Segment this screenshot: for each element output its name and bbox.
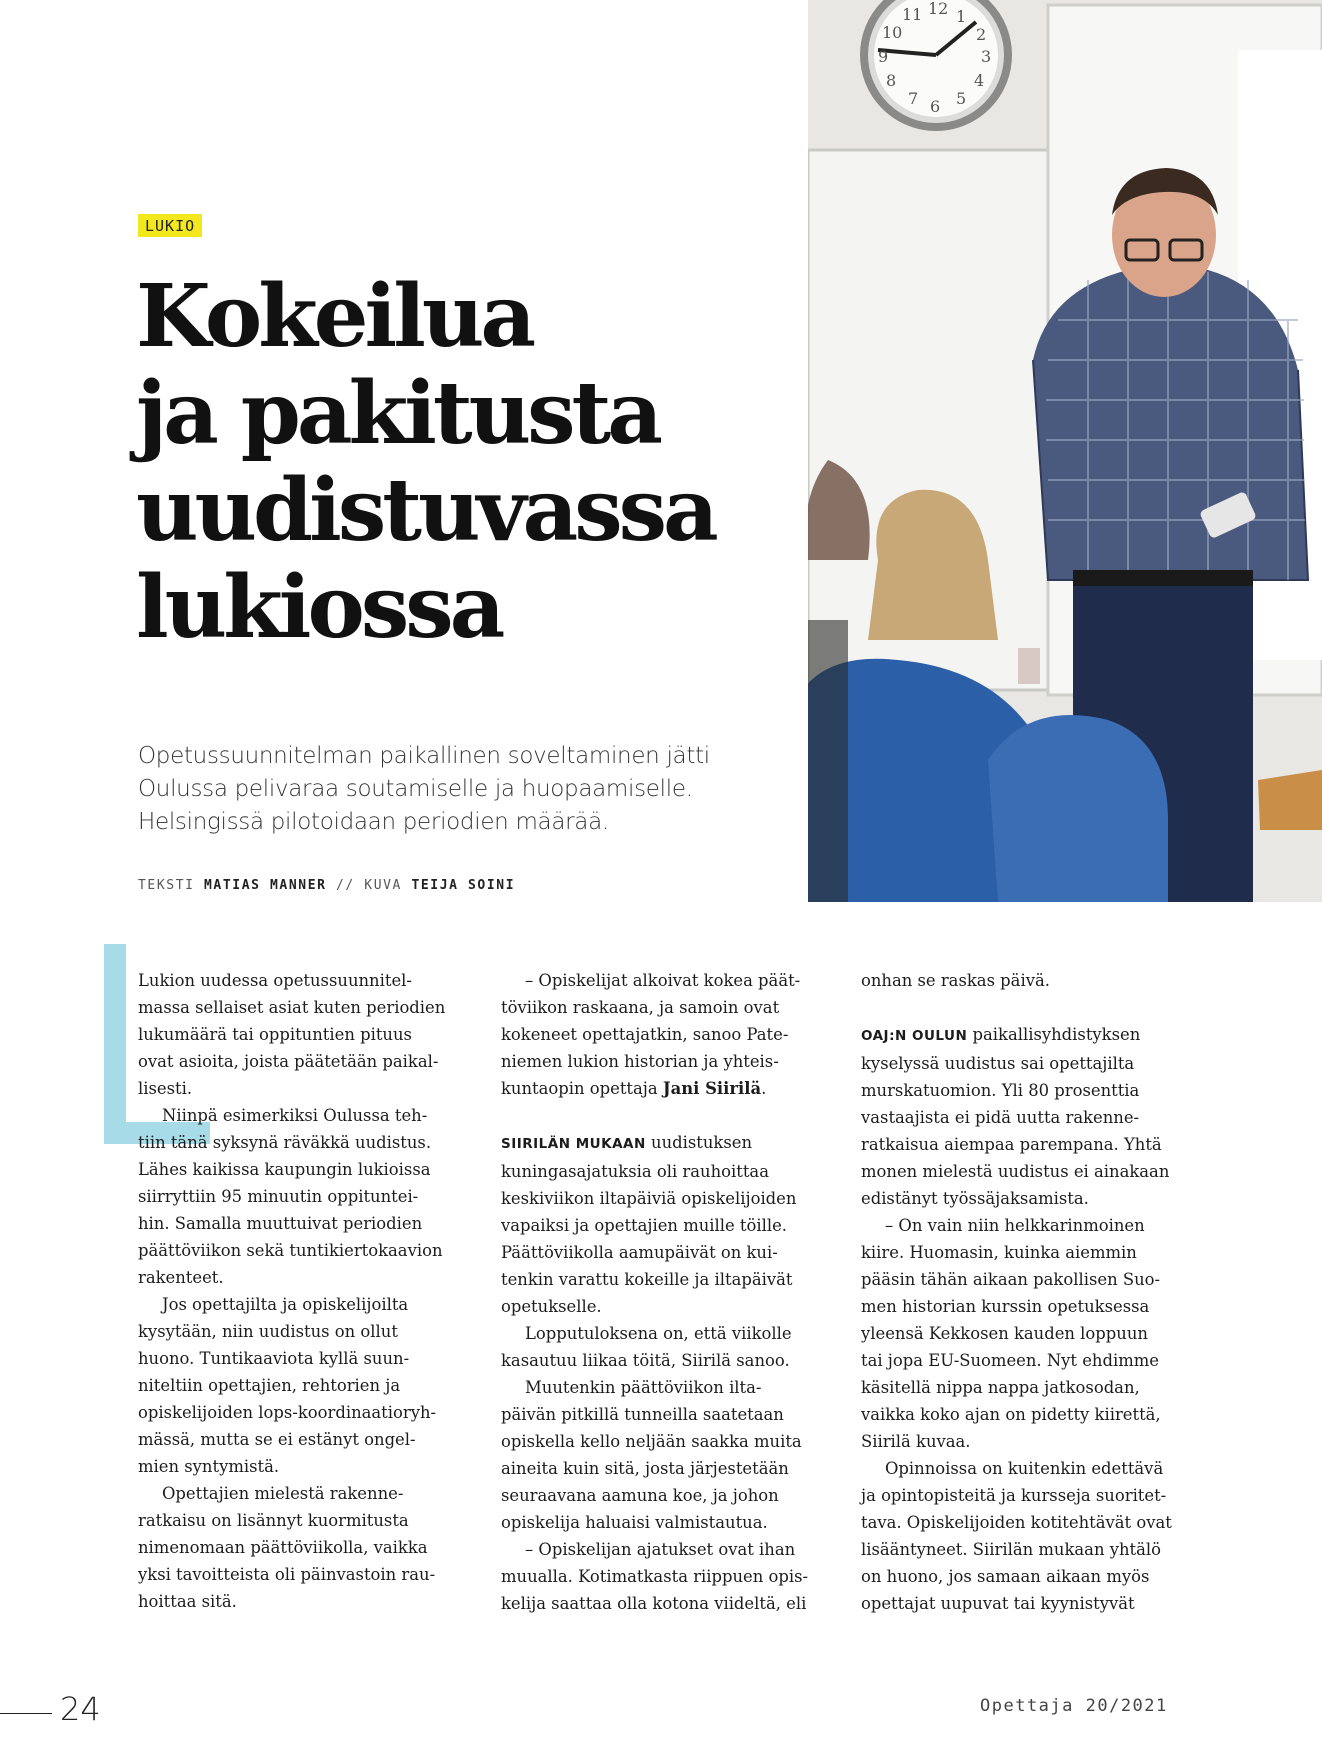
body-line: vastaajista ei pidä uutta rakenne- [861, 1108, 1140, 1127]
body-line [861, 1021, 1193, 1050]
credit-photo-author: TEIJA SOINI [411, 878, 516, 893]
body-line: Opinnoissa on kuitenkin edettävä [885, 1459, 1164, 1478]
article-title [136, 268, 796, 656]
body-line: ratkaisua aiempaa parempana. Yhtä [861, 1135, 1162, 1154]
body-line: lisääntyneet. Siirilän mukaan yhtälö [861, 1540, 1162, 1559]
title-line: ja pakitusta [136, 363, 660, 464]
body-line: kokeneet opettajatkin, sanoo Pate- [501, 1025, 789, 1044]
section-tag: LUKIO [138, 214, 202, 237]
body-line: mässä, mutta se ei estänyt ongel- [138, 1430, 416, 1449]
body-line: – Opiskelijat alkoivat kokea päät- [525, 971, 801, 990]
body-column-1 [138, 967, 470, 1615]
title-line: uudistuvassa [136, 460, 715, 561]
body-line: hin. Samalla muuttuivat periodien [138, 1214, 423, 1233]
clock-number: 5 [956, 89, 967, 108]
classroom-photo-icon [808, 0, 1322, 902]
body-line: kasautuu liikaa töitä, Siirilä sanoo. [501, 1351, 790, 1370]
body-line: Niinpä esimerkiksi Oulussa teh- [162, 1106, 428, 1125]
body-line: keskiviikon iltapäiviä opiskelijoiden [501, 1189, 797, 1208]
credits [138, 878, 515, 893]
lead-line: Oulussa pelivaraa soutamiselle ja huopaamiselle. [138, 776, 693, 802]
body-line: niteltiin opettajien, rehtorien ja [138, 1376, 401, 1395]
credit-text-author: MATIAS MANNER [204, 878, 327, 893]
body-line: on huono, jos samaan aikaan myös [861, 1567, 1150, 1586]
body-line: hoittaa sitä. [138, 1592, 237, 1611]
body-line: kiire. Huomasin, kuinka aiemmin [861, 1243, 1137, 1262]
body-line: edistänyt työssäjaksamista. [861, 1189, 1089, 1208]
body-line: lisesti. [138, 1079, 193, 1098]
body-text: . [761, 1079, 767, 1098]
body-line: rakenteet. [138, 1268, 224, 1287]
paragraph-gap [501, 1102, 833, 1129]
clock-number: 6 [930, 97, 941, 116]
body-line: kuningasajatuksia oli rauhoittaa [501, 1162, 769, 1181]
body-line: opiskelijoiden lops-koordinaatioryh- [138, 1403, 437, 1422]
body-line: – On vain niin helkkarinmoinen [885, 1216, 1145, 1235]
title-line: lukiossa [136, 557, 502, 658]
body-line: tenkin varattu kokeille ja iltapäivät [501, 1270, 793, 1289]
body-line: kelija saattaa olla kotona viideltä, eli [501, 1594, 807, 1613]
lead-line: Helsingissä pilotoidaan periodien määrää. [138, 809, 609, 835]
body-line: tiin tänä syksynä räväkkä uudistus. [138, 1133, 432, 1152]
body-line: ja opintopisteitä ja kursseja suoritet- [861, 1486, 1167, 1505]
body-line: mien syntymistä. [138, 1457, 280, 1476]
body-line: seuraavana aamuna koe, ja johon [501, 1486, 779, 1505]
clock-number: 10 [882, 23, 903, 42]
body-line: men historian kurssin opetuksessa [861, 1297, 1150, 1316]
body-line: muualla. Kotimatkasta riippuen opis- [501, 1567, 809, 1586]
body-line: tai jopa EU-Suomeen. Nyt ehdimme [861, 1351, 1160, 1370]
credit-photo-label: KUVA [364, 878, 402, 893]
body-line: tava. Opiskelijoiden kotitehtävät ovat [861, 1513, 1172, 1532]
body-column-2 [501, 967, 833, 1617]
clock-number: 12 [928, 0, 949, 18]
lead-line: Opetussuunnitelman paikallinen soveltaminen jätti [138, 743, 710, 769]
clock-number: 2 [976, 25, 987, 44]
body-line: Päättöviikolla aamupäivät on kui- [501, 1243, 778, 1262]
body-line: käsitellä nippa nappa jatkosodan, [861, 1378, 1140, 1397]
page-number: 24 [60, 1690, 101, 1728]
body-text: paikallisyhdistyksen [967, 1025, 1141, 1044]
body-line: vapaiksi ja opettajien muille töille. [501, 1216, 788, 1235]
wall-clock-icon [864, 0, 1008, 127]
body-line: – Opiskelijan ajatukset ovat ihan [525, 1540, 796, 1559]
body-line: Lähes kaikissa kaupungin lukioissa [138, 1160, 431, 1179]
body-line: töviikon raskaana, ja samoin ovat [501, 998, 780, 1017]
body-column-3 [861, 967, 1193, 1617]
clock-number: 11 [902, 5, 923, 24]
page-number-rule [0, 1713, 52, 1714]
clock-number: 7 [908, 89, 919, 108]
person-name: Jani Siirilä [662, 1079, 762, 1098]
body-line: päivän pitkillä tunneilla saatetaan [501, 1405, 784, 1424]
body-line: kyselyssä uudistus sai opettajilta [861, 1054, 1135, 1073]
body-line [501, 1075, 833, 1102]
body-line: huono. Tuntikaaviota kyllä suun- [138, 1349, 410, 1368]
body-line: Jos opettajilta ja opiskelijoilta [162, 1295, 409, 1314]
body-line: siirryttiin 95 minuutin oppituntei- [138, 1187, 419, 1206]
body-line: yleensä Kekkosen kauden loppuun [861, 1324, 1148, 1343]
body-line: onhan se raskas päivä. [861, 971, 1050, 990]
lead-in-caps: OAJ:N OULUN [861, 1028, 968, 1044]
body-line [501, 1129, 833, 1158]
body-line: ovat asioita, joista päätetään paikal- [138, 1052, 439, 1071]
body-line: nimenomaan päättöviikolla, vaikka [138, 1538, 428, 1557]
body-line: niemen lukion historian ja yhteis- [501, 1052, 779, 1071]
body-line: kysytään, niin uudistus on ollut [138, 1322, 398, 1341]
clock-number: 8 [886, 71, 897, 90]
body-line: opettajat uupuvat tai kyynistyvät [861, 1594, 1135, 1613]
body-text: kuntaopin opettaja [501, 1079, 663, 1098]
clock-number: 1 [956, 7, 967, 26]
lead-in-caps: SIIRILÄN MUKAAN [501, 1136, 646, 1152]
paragraph-gap [861, 994, 1193, 1021]
drop-cap-stem [104, 944, 126, 1144]
body-line: ratkaisu on lisännyt kuormitusta [138, 1511, 409, 1530]
body-line: aineita kuin sitä, josta järjestetään [501, 1459, 789, 1478]
clock-number: 9 [878, 47, 889, 66]
body-line: lukumäärä tai oppituntien pituus [138, 1025, 412, 1044]
body-line: opiskelija haluaisi valmistautua. [501, 1513, 768, 1532]
article-photo [808, 0, 1322, 902]
body-line: pääsin tähän aikaan pakollisen Suo- [861, 1270, 1161, 1289]
credit-text-label: TEKSTI [138, 878, 195, 893]
body-line: murskatuomion. Yli 80 prosenttia [861, 1081, 1140, 1100]
body-line: opiskella kello neljään saakka muita [501, 1432, 802, 1451]
body-line: Siirilä kuvaa. [861, 1432, 971, 1451]
body-line: yksi tavoitteista oli päinvastoin rau- [138, 1565, 436, 1584]
body-line: päättöviikon sekä tuntikiertokaavion [138, 1241, 443, 1260]
publication-issue: Opettaja 20/2021 [980, 1696, 1168, 1716]
credit-separator: // [335, 878, 355, 893]
body-line: Muutenkin päättöviikon ilta- [525, 1378, 762, 1397]
body-text: uudistuksen [645, 1133, 753, 1152]
clock-number: 3 [981, 47, 992, 66]
body-line: vaikka koko ajan on pidetty kiirettä, [861, 1405, 1161, 1424]
article-lead [138, 740, 798, 839]
body-line: opetukselle. [501, 1297, 602, 1316]
title-line: Kokeilua [136, 266, 533, 367]
body-line: monen mielestä uudistus ei ainakaan [861, 1162, 1170, 1181]
clock-number: 4 [974, 71, 985, 90]
body-line: massa sellaiset asiat kuten periodien [138, 998, 446, 1017]
body-line: Lopputuloksena on, että viikolle [525, 1324, 792, 1343]
body-line: Opettajien mielestä rakenne- [162, 1484, 404, 1503]
body-line: Lukion uudessa opetussuunnitel- [138, 971, 412, 990]
